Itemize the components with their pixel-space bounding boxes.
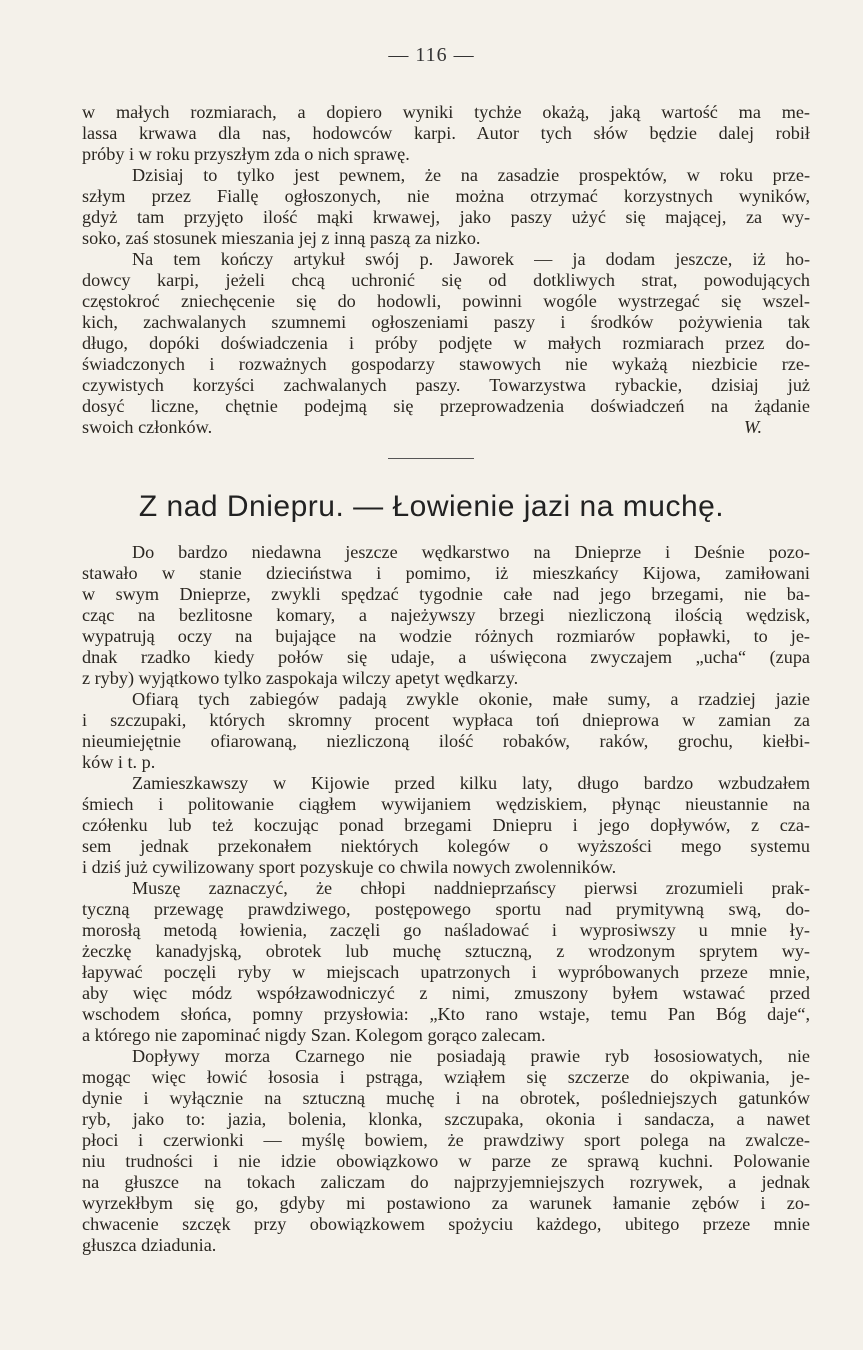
text-line (82, 689, 810, 710)
text-line (82, 584, 810, 605)
text-line-content: sem jednak przekonałem niektórych kolegów o wyższości mego systemu (82, 836, 810, 856)
text-line-content: morosłą metodą łowienia, zaczęli go naśladować i wyprosiwszy u mnie ły- (82, 920, 810, 940)
text-line-content: głuszca dziadunia. (82, 1235, 217, 1255)
text-line-content: dnak rzadko kiedy połów się udaje, a uświęcona zwyczajem „ucha“ (zupa (82, 647, 810, 667)
text-line (82, 1088, 810, 1109)
text-line (82, 1130, 810, 1151)
text-line-content: chwacenie szczęk przy obowiązkowem spożyciu każdego, ubitego przeze mnie (82, 1214, 810, 1234)
text-line (82, 962, 810, 983)
text-line (82, 417, 810, 438)
text-line (82, 773, 810, 794)
text-line (82, 1067, 810, 1088)
text-line-content: w małych rozmiarach, a dopiero wyniki tychże okażą, jaką wartość ma me- (82, 102, 810, 122)
article-title: Z nad Dniepru. — Łowienie jazi na muchę. (138, 490, 725, 523)
text-line (82, 731, 810, 752)
text-line (82, 899, 810, 920)
text-line-content: wschodem słońca, pomny przysłowia: „Kto rano wstaje, temu Pan Bóg daje“, (82, 1004, 810, 1024)
text-line (82, 1172, 810, 1193)
text-line-content: i dziś już cywilizowany sport pozyskuje co chwila nowych zwolenników. (82, 857, 617, 877)
article-text-continued (82, 102, 810, 438)
text-line-content: dynie i wyłącznie na sztuczną muchę i na obrotek, pośledniejszych gatunków (82, 1088, 810, 1108)
text-line (82, 794, 810, 815)
text-line-content: Muszę zaznaczyć, że chłopi naddnieprzańscy pierwsi zrozumieli prak- (132, 878, 810, 898)
text-line-content: nieumiejętnie ofiarowaną, niezliczoną ilość robaków, raków, grochu, kiełbi- (82, 731, 810, 751)
text-line (82, 542, 810, 563)
text-line-content: częstokroć zniechęcenie się do hodowli, powinni wogóle wystrzegać się wszel- (82, 291, 810, 311)
article-body (82, 542, 810, 1256)
text-line-content: Zamieszkawszy w Kijowie przed kilku laty, długo bardzo wzbudzałem (132, 773, 810, 793)
text-line-content: niu trudności i nie idzie obowiązkowo w parze ze sprawą kuchni. Polowanie (82, 1151, 810, 1171)
text-line (82, 186, 810, 207)
text-line (82, 941, 810, 962)
text-line (82, 396, 810, 417)
text-line-content: próby i w roku przyszłym zda o nich sprawę. (82, 144, 410, 164)
text-line (82, 312, 810, 333)
text-line-content: w swym Dnieprze, zwykli spędzać tygodnie całe nad jego brzegami, nie ba- (82, 584, 810, 604)
text-line-content: Dzisiaj to tylko jest pewnem, że na zasadzie prospektów, w roku prze- (132, 165, 810, 185)
text-line (82, 1046, 810, 1067)
text-line-content: dowcy karpi, jeżeli chcą uchronić się od dotkliwych strat, powodujących (82, 270, 810, 290)
text-line (82, 1235, 810, 1256)
text-line (82, 626, 810, 647)
text-line (82, 165, 810, 186)
text-line (82, 983, 810, 1004)
text-line-content: czywistych korzyści zachwalanych paszy. Towarzystwa rybackie, dzisiaj już (82, 375, 810, 395)
text-line-content: a którego nie zapominać nigdy Szan. Kolegom gorąco zalecam. (82, 1025, 546, 1045)
text-line-content: i szczupaki, których skromny procent wypłaca toń dnieprowa w zamian za (82, 710, 810, 730)
text-line-content: płoci i czerwionki — myślę bowiem, że prawdziwy sport polega na zwalcze- (82, 1130, 810, 1150)
text-line (82, 375, 810, 396)
text-line-content: ryb, jako to: jazia, bolenia, klonka, szczupaka, okonia i sandacza, a nawet (82, 1109, 810, 1129)
text-line-content: szłym przez Fiallę ogłoszonych, nie można otrzymać korzystnych wyników, (82, 186, 810, 206)
text-line-content: aby więc módz współzawodniczyć z nimi, zmuszony byłem wstawać przed (82, 983, 810, 1003)
text-line (82, 563, 810, 584)
text-line (82, 291, 810, 312)
text-line-content: lassa krwawa dla nas, hodowców karpi. Autor tych słów będzie dalej robił (82, 123, 810, 143)
text-line (82, 249, 810, 270)
text-line (82, 1151, 810, 1172)
text-line (82, 270, 810, 291)
text-line-content: dosyć liczne, chętnie podejmą się przeprowadzenia doświadczeń na żądanie (82, 396, 810, 416)
text-line (82, 815, 810, 836)
text-line-content: kich, zachwalanych szumnemi ogłoszeniami paszy i środków pożywienia tak (82, 312, 810, 332)
text-line-content: wyrzekłbym się go, gdyby mi postawiono za warunek łamanie zębów i zo- (82, 1193, 810, 1213)
text-line (82, 333, 810, 354)
text-line-content: wypatrują oczy na bujające na wodzie różnych rozmiarów popławki, to je- (82, 626, 810, 646)
text-line-content: soko, zaś stosunek mieszania jej z inną paszą za nizko. (82, 228, 481, 248)
text-line-content: z ryby) wyjątkowo tylko zaspokaja wilczy apetyt wędkarzy. (82, 668, 519, 688)
text-line-content: gdyż tam przyjęto ilość mąki krwawej, jako paszy użyć się mającej, za wy- (82, 207, 810, 227)
text-line-content: na głuszce na tokach zaliczam do najprzyjemniejszych rozrywek, a jednak (82, 1172, 810, 1192)
text-line (82, 857, 810, 878)
text-line-content: Na tem kończy artykuł swój p. Jaworek — ja dodam jeszcze, iż ho- (132, 249, 810, 269)
section-divider (388, 458, 474, 459)
text-line (82, 752, 810, 773)
text-line-content: stawało w stanie dzieciństwa i pomimo, iż mieszkańcy Kijowa, zamiłowani (82, 563, 810, 583)
author-signature: W. (743, 417, 762, 437)
text-line (82, 123, 810, 144)
text-line-content: mogąc więc łowić łososia i pstrąga, wziąłem się szczerze do okpiwania, je- (82, 1067, 810, 1087)
text-line-content: Ofiarą tych zabiegów padają zwykle okonie, małe sumy, a rzadziej jazie (132, 689, 810, 709)
text-line (82, 920, 810, 941)
text-line (82, 836, 810, 857)
text-line (82, 647, 810, 668)
text-line-content: swoich członków. (82, 417, 213, 437)
text-line-content: cząc na bezlitosne komary, a najeżywszy brzegi niezliczoną ilością wędzisk, (82, 605, 810, 625)
text-line (82, 1109, 810, 1130)
text-line (82, 1214, 810, 1235)
text-line (82, 228, 810, 249)
text-line (82, 1025, 810, 1046)
text-line-content: ków i t. p. (82, 752, 156, 772)
text-line (82, 878, 810, 899)
text-line-content: żeczkę kanadyjską, obrotek lub muchę sztuczną, z wrodzonym sprytem wy- (82, 941, 810, 961)
text-line-content: Do bardzo niedawna jeszcze wędkarstwo na Dnieprze i Deśnie pozo- (132, 542, 810, 562)
text-line (82, 668, 810, 689)
text-line-content: Dopływy morza Czarnego nie posiadają prawie ryb łososiowatych, nie (132, 1046, 810, 1066)
text-line (82, 144, 810, 165)
text-line (82, 1193, 810, 1214)
text-line-content: śmiech i politowanie ciągłem wywijaniem wędziskiem, płynąc nieustannie na (82, 794, 810, 814)
text-line-content: łapywać poczęli ryby w miejscach upatrzonych i wypróbowanych przeze mnie, (82, 962, 810, 982)
text-line-content: długo, dopóki doświadczenia i próby podjęte w małych rozmiarach przez do- (82, 333, 810, 353)
text-line (82, 710, 810, 731)
text-line (82, 1004, 810, 1025)
text-line (82, 207, 810, 228)
text-line (82, 102, 810, 123)
text-line (82, 605, 810, 626)
page-number: — 116 — (388, 44, 475, 66)
text-line-content: świadczonych i rozważnych gospodarzy stawowych nie wykażą niezbicie rze- (82, 354, 810, 374)
text-line-content: tyczną przewagę prawdziwego, postępowego sportu nad prymitywną swą, do- (82, 899, 810, 919)
text-line-content: czółenku lub też koczując ponad brzegami Dniepru i jego dopływów, z cza- (82, 815, 810, 835)
text-line (82, 354, 810, 375)
